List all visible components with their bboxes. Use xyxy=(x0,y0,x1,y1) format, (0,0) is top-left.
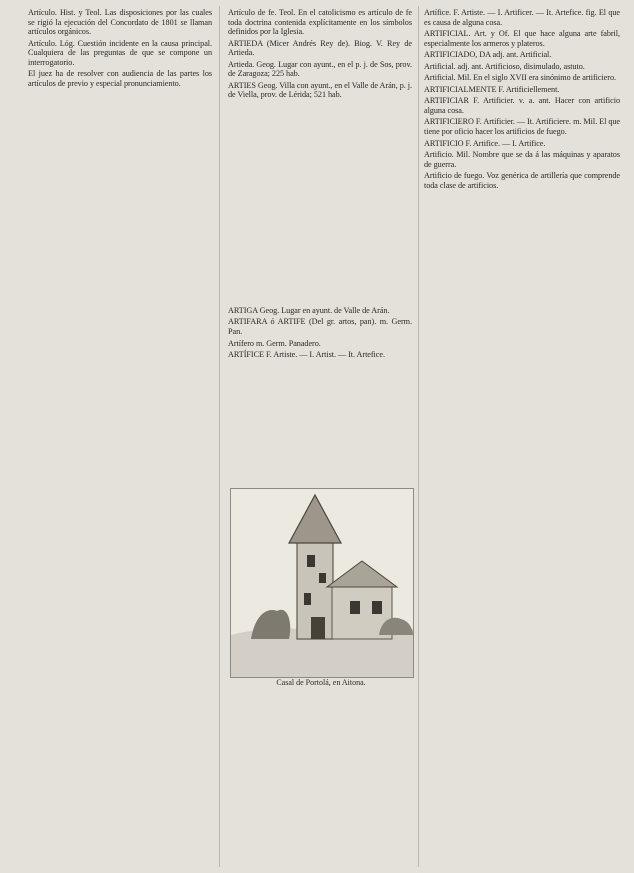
column-middle xyxy=(228,8,412,868)
entry-paragraph: Artificio de fuego. Voz genérica de artillería que comprende toda clase de artificios. xyxy=(424,171,620,190)
entry-paragraph: Artículo. Hist. y Teol. Las disposiciones por las cuales se rigió la ejecución del Concordato de 1801 se llaman artículos orgánicos. xyxy=(28,8,212,37)
entry-paragraph: Artículo de fe. Teol. En el catolicismo es artículo de fe toda doctrina contenida explícitamente en los símbolos definidos por la Iglesia. xyxy=(228,8,412,37)
column-rule xyxy=(418,6,419,867)
castle-illustration xyxy=(231,489,413,677)
entry-paragraph: Artículo. Lóg. Cuestión incidente en la causa principal. Cualquiera de las preguntas de que se compone un interrogatorio. xyxy=(28,38,212,67)
entry-paragraph: ARTÍFICE F. Artiste. — I. Artist. — It. Artefice. xyxy=(228,350,385,360)
entry-paragraph: ARTIGA Geog. Lugar en ayunt. de Valle de Arán. xyxy=(228,305,390,315)
entry-paragraph: ARTIFICIAL. Art. y Of. El que hace alguna arte fabril, especialmente los armeros y plateros. xyxy=(424,29,620,48)
entry-paragraph: Artificial. Mil. En el siglo XVII era sinónimo de artificiero. xyxy=(424,73,616,83)
entry-paragraph: Artificial. adj. ant. Artificioso, disimulado, astuto. xyxy=(424,61,585,71)
entry-paragraph: ARTIFARA ó ARTIFE (Del gr. artos, pan). m. Germ. Pan. xyxy=(228,317,412,337)
figure-caption: Casal de Portolá, en Aitona. xyxy=(276,678,366,687)
column-rule xyxy=(219,6,220,867)
entry-paragraph: Artieda. Geog. Lugar con ayunt., en el p. j. de Sos, prov. de Zaragoza; 225 hab. xyxy=(228,59,412,79)
entry-paragraph: ARTIES Geog. Villa con ayunt., en el Valle de Arán, p. j. de Viella, prov. de Lérida; 521 hab. xyxy=(228,80,412,100)
entry-paragraph: ARTIFICIALMENTE F. Artificiellement. xyxy=(424,84,560,94)
entry-paragraph: ARTIFICIADO, DA adj. ant. Artificial. xyxy=(424,50,552,60)
column-left xyxy=(28,8,212,868)
castle-engraving xyxy=(230,488,414,678)
entry-paragraph: ARTIFICIERO F. Artificier. — It. Artificiere. m. Mil. El que tiene por oficio hacer los artificios de fuego. xyxy=(424,117,620,137)
entry-paragraph: Artificio. Mil. Nombre que se da á las máquinas y aparatos de guerra. xyxy=(424,150,620,169)
entry-paragraph: El juez ha de resolver con audiencia de las partes los artículos de previo y especial pronunciamiento. xyxy=(28,69,212,88)
entry-paragraph: ARTIFICIO F. Artifice. — I. Artifice. xyxy=(424,138,546,148)
figure-spacer xyxy=(228,100,412,306)
entry-paragraph: Artífero m. Germ. Panadero. xyxy=(228,338,321,348)
entry-paragraph: ARTIFICIAR F. Artificier. v. a. ant. Hacer con artificio alguna cosa. xyxy=(424,96,620,115)
entry-paragraph: ARTIEDA (Micer Andrés Rey de). Biog. V. Rey de Artieda. xyxy=(228,38,412,58)
entry-paragraph: Artífice. F. Artiste. — I. Artificer. — It. Artefice. fig. El que es causa de alguna cosa. xyxy=(424,8,620,27)
column-right xyxy=(424,8,620,868)
